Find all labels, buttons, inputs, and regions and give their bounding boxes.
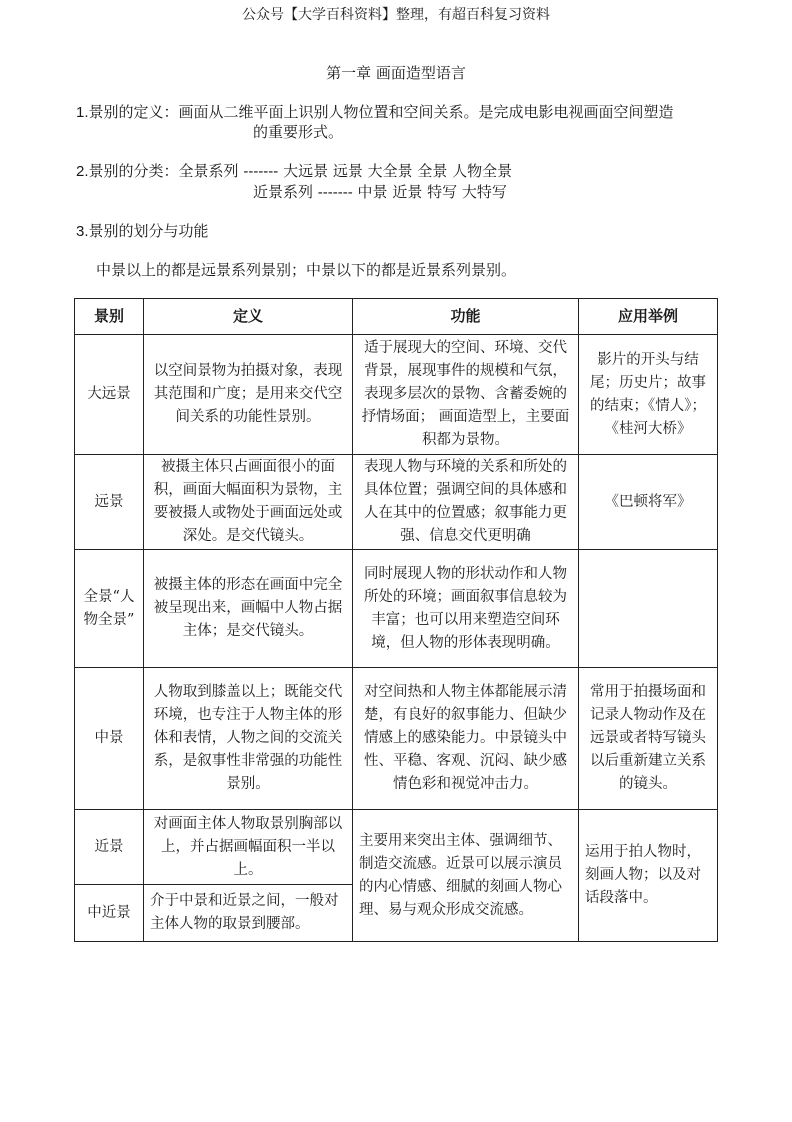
cell-definition: 以空间景物为拍摄对象，表现其范围和广度；是用来交代空间关系的功能性景别。: [144, 335, 353, 455]
shot-size-table: [74, 298, 718, 942]
section-3-title: 景别的划分与功能: [88, 222, 209, 240]
source-watermark: 公众号【大学百科资料】整理，有超百科复习资料: [242, 7, 550, 23]
table-row: [75, 668, 718, 810]
section-2-number: 2.: [76, 163, 89, 180]
cell-shot: 中景: [75, 668, 144, 810]
cell-example: [579, 550, 718, 668]
wide-series-label: 全景系列: [178, 162, 239, 180]
header-function: 功能: [353, 299, 579, 335]
cell-definition: 被摄主体的形态在画面中完全被呈现出来，画幅中人物占据主体；是交代镜头。: [144, 550, 353, 668]
table-row: [75, 335, 718, 455]
section-1-line2: 的重要形式。: [253, 123, 344, 141]
section-3-note: 中景以上的都是远景系列景别；中景以下的都是近景系列景别。: [96, 261, 517, 279]
cell-shot: 近景: [75, 810, 144, 885]
close-series-dash: -------: [317, 184, 353, 201]
table-row: [75, 550, 718, 668]
cell-example: 《巴顿将军》: [579, 455, 718, 550]
header-example: 应用举例: [579, 299, 718, 335]
header-definition: 定义: [144, 299, 353, 335]
close-series-label: 近景系列: [253, 183, 314, 201]
cell-example: 影片的开头与结尾；历史片；故事的结束；《情人》；《桂河大桥》: [579, 335, 718, 455]
section-3-number: 3.: [76, 223, 89, 240]
wide-series-items: 大远景 远景 大全景 全景 人物全景: [283, 162, 513, 180]
section-2-label: 景别的分类：: [88, 162, 179, 180]
cell-shot: 大远景: [75, 335, 144, 455]
cell-shot: 中近景: [75, 885, 144, 942]
section-1-number: 1.: [76, 104, 89, 121]
cell-function: 对空间热和人物主体都能展示清楚，有良好的叙事能力、但缺少情感上的感染能力。中景镜头中性、平稳、客观、沉闷、缺少感情色彩和视觉冲击力。: [353, 668, 579, 810]
cell-function: 表现人物与环境的关系和所处的具体位置；强调空间的具体感和人在其中的位置感；叙事能力更强、信息交代更明确: [353, 455, 579, 550]
section-2-line2: [253, 181, 507, 204]
cell-definition: 被摄主体只占画面很小的面积，画面大幅面积为景物，主要被摄人或物处于画面远处或深处。是交代镜头。: [144, 455, 353, 550]
cell-shot: 全景“人物全景”: [75, 550, 144, 668]
cell-example: 运用于拍人物时，刻画人物；以及对话段落中。: [579, 810, 718, 942]
section-1-line1: [76, 101, 674, 124]
wide-series-dash: -------: [243, 163, 279, 180]
cell-function: 主要用来突出主体、强调细节、制造交流感。近景可以展示演员的内心情感、细腻的刻画人物心理、易与观众形成交流感。: [353, 810, 579, 942]
section-2-line1: [76, 160, 512, 183]
cell-example: 常用于拍摄场面和记录人物动作及在远景或者特写镜头以后重新建立关系的镜头。: [579, 668, 718, 810]
close-series-items: 中景 近景 特写 大特写: [357, 183, 507, 201]
cell-function: 适于展现大的空间、环境、交代背景，展现事件的规模和气氛，表现多层次的景物、含蓄委婉的抒情场面； 画面造型上，主要面积都为景物。: [353, 335, 579, 455]
cell-definition: 对画面主体人物取景别胸部以上，并占据画幅面积一半以上。: [144, 810, 353, 885]
table-row: [75, 455, 718, 550]
cell-definition: 人物取到膝盖以上；既能交代环境，也专注于人物主体的形体和表情，人物之间的交流关系，是叙事性非常强的功能性景别。: [144, 668, 353, 810]
chapter-title: 第一章 画面造型语言: [326, 64, 466, 82]
table-header-row: [75, 299, 718, 335]
cell-shot: 远景: [75, 455, 144, 550]
cell-definition: 介于中景和近景之间，一般对主体人物的取景到腰部。: [144, 885, 353, 942]
section-1-text: 景别的定义：画面从二维平面上识别人物位置和空间关系。是完成电影电视画面空间塑造: [88, 103, 674, 121]
section-3-heading: [76, 220, 209, 243]
table-row: [75, 810, 718, 885]
header-shot: 景别: [75, 299, 144, 335]
cell-function: 同时展现人物的形状动作和人物所处的环境；画面叙事信息较为丰富；也可以用来塑造空间环境，但人物的形体表现明确。: [353, 550, 579, 668]
